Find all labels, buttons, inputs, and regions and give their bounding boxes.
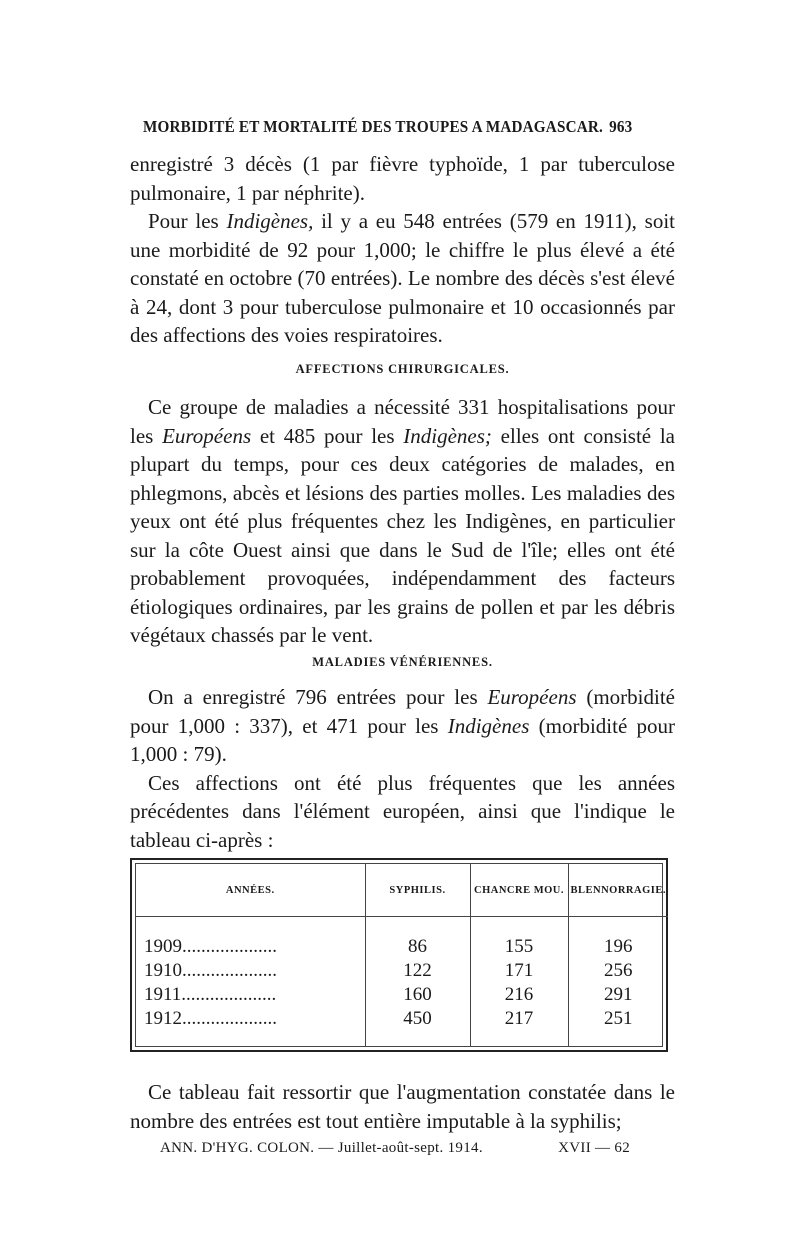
cell-chancre: 216 xyxy=(470,983,568,1007)
table-spacer-row xyxy=(136,1031,668,1046)
text-span: (morbidité pour 1,000 : 337), et 471 pour les xyxy=(130,685,675,738)
venereal-text xyxy=(130,683,675,854)
cell-chancre: 155 xyxy=(470,917,568,960)
table-row xyxy=(136,1007,668,1031)
table-row xyxy=(136,983,668,1007)
cell-chancre: 171 xyxy=(470,959,568,983)
cell-blennorragie: 196 xyxy=(568,917,668,960)
paragraph-surgical xyxy=(130,393,675,650)
text-span: Ce groupe de maladies a nécessité 331 hospitalisations pour les xyxy=(130,395,675,448)
text-span: elles ont consisté la plupart du temps, pour ces deux catégories de malades, en phlegmons, abcès et lésions des parties molles. Les maladies des yeux ont été plus fréquentes chez les Indigènes, en particulier sur la côte Ouest ainsi que dans le Sud de l'île; elles ont été probablement provoquées, indépendamment des facteurs étiologiques ordinaires, par les grains de pollen et par les débris végétaux chassés par le vent. xyxy=(130,423,675,647)
closing-text xyxy=(130,1078,675,1135)
italic-term: Européens xyxy=(487,685,577,709)
section-heading-venereal: MALADIES VÉNÉRIENNES. xyxy=(312,655,493,669)
italic-term: Indigènes, xyxy=(226,209,314,233)
table-row xyxy=(136,917,668,960)
paragraph-deaths: enregistré 3 décès (1 par fièvre typhoïde, 1 par tuberculose pulmonaire, 1 par néphrite). xyxy=(130,152,675,205)
section-heading-surgical: AFFECTIONS CHIRURGICALES. xyxy=(295,362,510,376)
cell-syphilis: 160 xyxy=(365,983,470,1007)
footer-signature: XVII — 62 xyxy=(558,1140,630,1156)
venereal-table xyxy=(130,858,668,1052)
cell-syphilis: 122 xyxy=(365,959,470,983)
cell-blennorragie: 251 xyxy=(568,1007,668,1031)
column-header-syphilis: SYPHILIS. xyxy=(365,864,470,917)
column-header-years: ANNÉES. xyxy=(136,864,365,917)
cell-syphilis: 450 xyxy=(365,1007,470,1031)
cell-syphilis: 86 xyxy=(365,917,470,960)
text-span: il y a eu 548 entrées (579 en 1911), soit une morbidité de 92 pour 1,000; le chiffre le plus élevé a été constaté en octobre (70 entrées). Le nombre des décès s'est élevé à 24, dont 3 pour tuberculose pulmonaire et 10 occasionnés par des affections des voies respiratoires. xyxy=(130,209,675,347)
running-head xyxy=(143,117,632,137)
footer-journal: ANN. D'HYG. COLON. xyxy=(160,1140,315,1156)
paragraph-indigenes xyxy=(130,207,675,350)
running-head-title: MORBIDITÉ ET MORTALITÉ DES TROUPES A MADAGASCAR. xyxy=(143,117,603,136)
footer-citation xyxy=(160,1140,483,1157)
cell-year: 1912.................... xyxy=(144,1008,277,1029)
table-header-row xyxy=(136,864,668,917)
cell-year: 1911.................... xyxy=(144,984,277,1005)
cell-year: 1910.................... xyxy=(144,960,277,981)
table-frame xyxy=(135,863,666,1047)
cell-blennorragie: 291 xyxy=(568,983,668,1007)
surgical-text xyxy=(130,393,675,650)
text-span: et 485 pour les xyxy=(251,423,404,448)
cell-chancre: 217 xyxy=(470,1007,568,1031)
footer-issue: — Juillet-août-sept. 1914. xyxy=(318,1140,483,1156)
italic-term: Européens xyxy=(162,423,252,448)
table-row xyxy=(136,959,668,983)
page-footer xyxy=(160,1140,630,1157)
paragraph-venereal xyxy=(130,683,675,769)
intro-text xyxy=(130,150,675,350)
paragraph-table-intro: Ces affections ont été plus fréquentes que les années précédentes dans l'élément européen, ainsi que l'indique le tableau ci-après : xyxy=(130,770,675,852)
data-table xyxy=(136,864,668,1046)
cell-blennorragie: 256 xyxy=(568,959,668,983)
text-span: (morbidité pour 1,000 : 79). xyxy=(130,713,676,766)
paragraph-closing: Ce tableau fait ressortir que l'augmentation constatée dans le nombre des entrées est tout entière imputable à la syphilis; xyxy=(130,1080,675,1133)
column-header-chancre: CHANCRE MOU. xyxy=(470,864,568,917)
italic-term: Indigènes; xyxy=(403,423,492,448)
italic-term: Indigènes xyxy=(447,713,530,738)
text-span: On a enregistré 796 entrées pour les xyxy=(148,685,488,709)
column-header-blennorragie: BLENNORRAGIE. xyxy=(568,864,668,917)
cell-year: 1909.................... xyxy=(144,936,277,957)
page-number: 963 xyxy=(609,117,633,136)
text-span: Pour les xyxy=(148,209,227,233)
